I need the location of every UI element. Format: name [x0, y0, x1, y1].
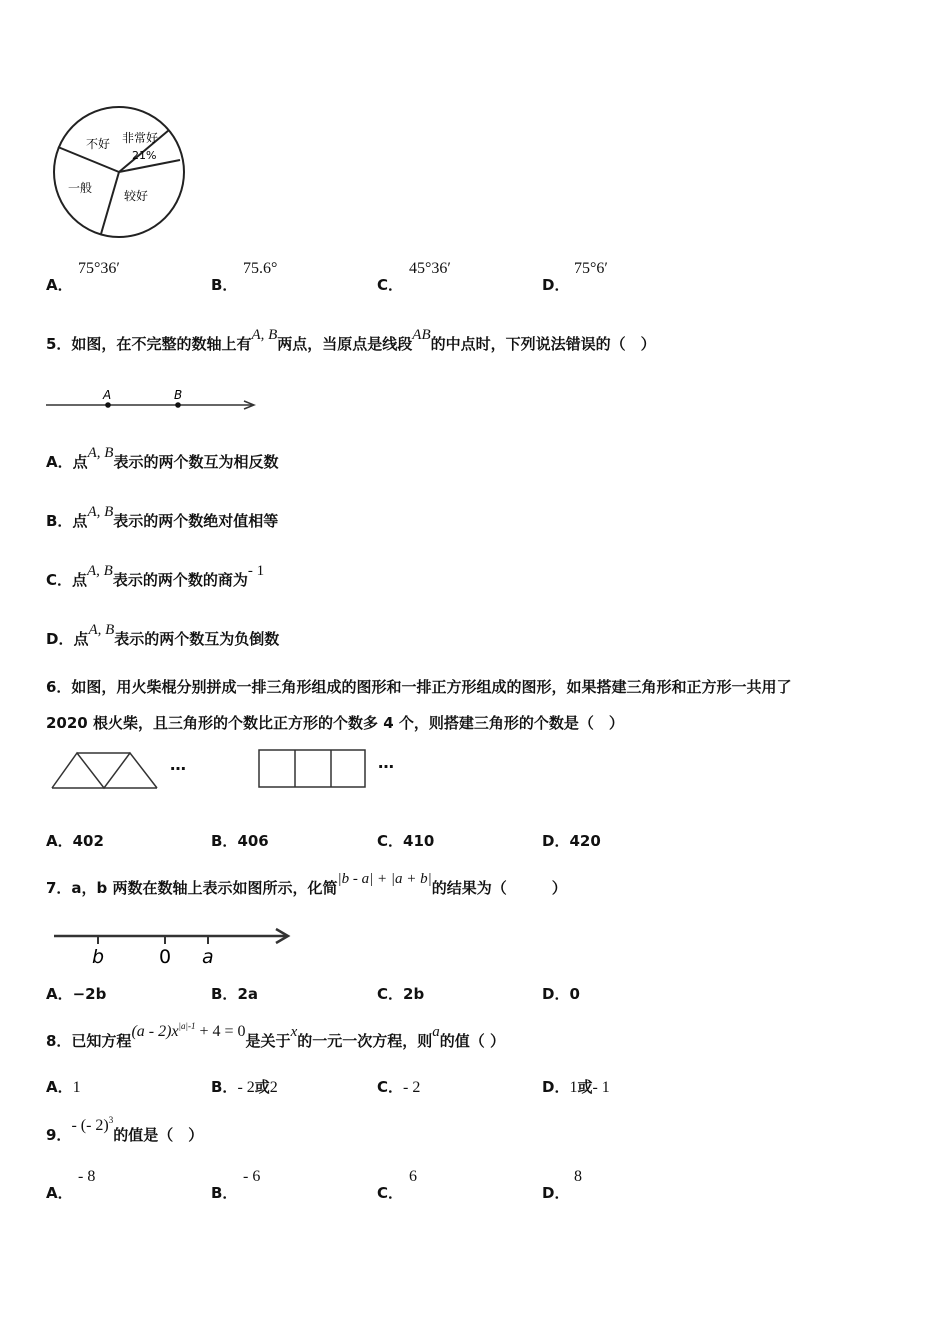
option-value: 6	[409, 1168, 417, 1185]
q4-option-c[interactable]	[377, 260, 451, 295]
option-letter: A．点	[46, 453, 88, 471]
q8-option-c[interactable]	[377, 1076, 420, 1097]
q6-stem-line-1: 6．如图，用火柴棍分别拼成一排三角形组成的图形和一排正方形组成的图形，如果搭建三角形和正方形一共用了	[46, 678, 792, 696]
q4-option-b[interactable]	[211, 260, 278, 295]
q8-var-a: a	[432, 1024, 440, 1040]
option-value: 410	[403, 832, 435, 850]
option-value: 75°6′	[574, 260, 608, 277]
option-letter: D．	[542, 985, 570, 1003]
option-math: A, B	[87, 504, 114, 520]
pie-label-bad: 不好	[86, 137, 111, 151]
pie-divider	[101, 172, 119, 234]
label-a: a	[202, 946, 214, 968]
option-value: - 6	[243, 1168, 261, 1185]
option-letter: C．	[377, 832, 404, 850]
option-value: 420	[569, 832, 601, 850]
point-b	[175, 402, 181, 408]
q9-expression: - (- 2)	[71, 1117, 109, 1134]
option-joiner: 或	[254, 1078, 270, 1096]
option-value: 8	[574, 1168, 582, 1185]
option-value: 75.6°	[243, 260, 278, 277]
q8-equation-tail: + 4 = 0	[195, 1023, 246, 1040]
q5-text: 两点，当原点是线段	[277, 335, 413, 353]
q8-text: 8．已知方程	[46, 1032, 132, 1050]
q9-exponent: 3	[108, 1115, 114, 1125]
q8-equation-base: (a - 2)x	[131, 1023, 179, 1040]
q5-option-a[interactable]	[46, 445, 279, 472]
option-value: 1	[72, 1079, 81, 1096]
q6-option-d[interactable]	[542, 830, 601, 851]
q7-number-line	[52, 925, 302, 970]
option-value: 45°36′	[409, 260, 451, 277]
q5-option-d[interactable]	[46, 622, 280, 649]
q7-option-c[interactable]	[377, 983, 424, 1004]
q7-expression: |b - a| + |a + b|	[337, 871, 432, 887]
option-letter: B．	[211, 1078, 238, 1096]
pie-label-verygood: 非常好	[122, 131, 159, 145]
option-letter: B．	[211, 276, 238, 294]
q8-text: 的一元一次方程，则	[297, 1032, 433, 1050]
q9-option-b[interactable]	[211, 1168, 261, 1203]
point-a	[105, 402, 111, 408]
option-letter: A．	[46, 1184, 73, 1202]
option-text: 表示的两个数互为相反数	[113, 453, 279, 471]
q8-option-d[interactable]	[542, 1076, 610, 1097]
q5-math: AB	[412, 327, 431, 343]
option-value: 1	[569, 1079, 578, 1096]
q9-option-c[interactable]	[377, 1168, 417, 1203]
option-value: - 2	[237, 1079, 255, 1096]
option-math-tail: - 1	[247, 563, 265, 579]
option-value-2: - 1	[592, 1079, 610, 1096]
q7-option-a[interactable]	[46, 983, 106, 1004]
option-value: - 8	[78, 1168, 96, 1185]
q7-text: 的结果为（ ）	[431, 879, 567, 897]
label-b: b	[92, 946, 105, 968]
option-letter: C．点	[46, 571, 88, 589]
q6-option-c[interactable]	[377, 830, 434, 851]
option-letter: A．	[46, 276, 73, 294]
option-value: 402	[72, 832, 104, 850]
q5-option-b[interactable]	[46, 504, 279, 531]
option-letter: B．	[211, 1184, 238, 1202]
q8-option-b[interactable]	[211, 1076, 278, 1097]
q4-option-a[interactable]	[46, 260, 120, 295]
option-text: 表示的两个数绝对值相等	[113, 512, 279, 530]
pie-label-good: 较好	[124, 189, 149, 203]
option-value: 406	[237, 832, 269, 850]
option-value: 2b	[403, 985, 425, 1003]
option-letter: A．	[46, 832, 73, 850]
q7-option-b[interactable]	[211, 983, 258, 1004]
option-letter: C．	[377, 276, 404, 294]
option-letter: B．点	[46, 512, 88, 530]
q8-var-x: x	[290, 1024, 298, 1040]
option-math: A, B	[87, 445, 114, 461]
option-letter: D．	[542, 1184, 570, 1202]
q5-math: A, B	[251, 327, 278, 343]
q8-option-a[interactable]	[46, 1076, 81, 1097]
pie-label-verygood-percent: 21%	[132, 149, 157, 162]
pie-label-average: 一般	[68, 181, 93, 195]
q6-option-b[interactable]	[211, 830, 269, 851]
pie-chart	[50, 105, 190, 240]
q6-matchstick-figures	[50, 745, 400, 795]
label-0: 0	[159, 946, 172, 968]
option-letter: D．点	[46, 630, 89, 648]
q9-option-a[interactable]	[46, 1168, 96, 1203]
square-ellipsis: …	[378, 753, 394, 772]
option-letter: A．	[46, 1078, 73, 1096]
q9-option-d[interactable]	[542, 1168, 582, 1203]
option-value: 75°36′	[78, 260, 120, 277]
option-text: 表示的两个数互为负倒数	[114, 630, 280, 648]
option-math: A, B	[87, 563, 113, 579]
triangle-ellipsis: …	[170, 755, 186, 774]
q7-option-d[interactable]	[542, 983, 580, 1004]
q5-text: 的中点时，下列说法错误的（ ）	[430, 335, 656, 353]
option-letter: D．	[542, 832, 570, 850]
q6-stem-line-2: 2020 根火柴，且三角形的个数比正方形的个数多 4 个，则搭建三角形的个数是（ ）	[46, 714, 624, 732]
square-row-outline	[259, 750, 365, 787]
option-text: 表示的两个数的商为	[112, 571, 248, 589]
q9-text: 的值是（ ）	[113, 1126, 204, 1144]
option-letter: D．	[542, 1078, 570, 1096]
q4-option-d[interactable]	[542, 260, 608, 295]
option-value: 0	[569, 985, 580, 1003]
option-value: −2b	[72, 985, 107, 1003]
q8-text: 是关于	[245, 1032, 291, 1050]
option-letter: A．	[46, 985, 73, 1003]
q8-stem	[46, 1021, 505, 1051]
option-letter: B．	[211, 985, 238, 1003]
q9-number: 9．	[46, 1126, 72, 1144]
point-a-label: A	[103, 388, 112, 402]
q5-text: 5．如图，在不完整的数轴上有	[46, 335, 252, 353]
q5-stem	[46, 327, 656, 354]
point-b-label: B	[174, 388, 183, 402]
triangle-row-zigzag	[52, 753, 157, 788]
option-letter: D．	[542, 276, 570, 294]
option-value: - 2	[403, 1079, 421, 1096]
option-letter: B．	[211, 832, 238, 850]
q9-stem	[46, 1115, 204, 1145]
option-math: A, B	[88, 622, 115, 638]
option-joiner: 或	[577, 1078, 593, 1096]
q8-text: 的值（ ）	[439, 1032, 505, 1050]
q8-equation-exponent: |a|-1	[178, 1021, 196, 1031]
q5-option-c[interactable]	[46, 563, 265, 590]
q7-text: 7．a，b 两数在数轴上表示如图所示，化简	[46, 879, 338, 897]
q5-number-line	[44, 385, 264, 415]
option-value-2: 2	[269, 1079, 278, 1096]
option-value: 2a	[237, 985, 258, 1003]
q6-option-a[interactable]	[46, 830, 104, 851]
option-letter: C．	[377, 1078, 404, 1096]
option-letter: C．	[377, 1184, 404, 1202]
q7-stem	[46, 871, 567, 898]
option-letter: C．	[377, 985, 404, 1003]
